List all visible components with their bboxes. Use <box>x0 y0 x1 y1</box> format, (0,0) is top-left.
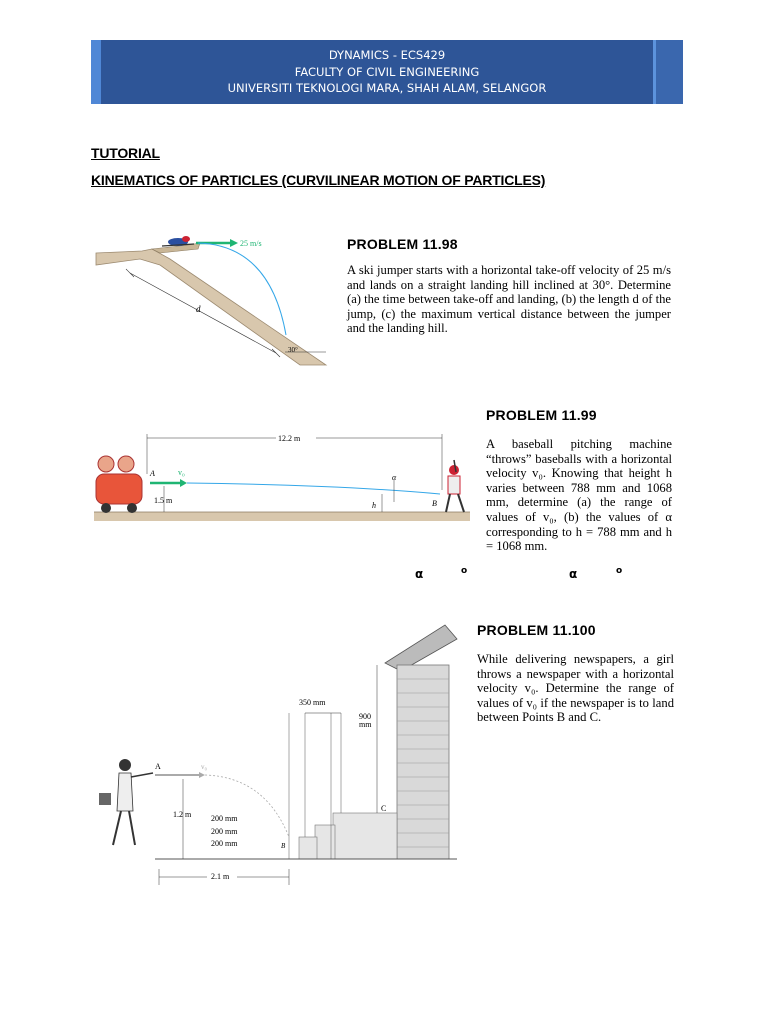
alpha-label: α <box>392 473 397 482</box>
degree-symbol-2: o <box>616 566 623 576</box>
velocity-arrow <box>150 479 187 487</box>
height-right-label-1: 900 <box>359 712 371 721</box>
university-name: UNIVERSITI TEKNOLOGI MARA, SHAH ALAM, SELANGOR <box>227 81 547 95</box>
distance-label: 2.1 m <box>211 872 230 881</box>
h-label: h <box>372 501 376 510</box>
step-label-1: 200 mm <box>211 814 238 823</box>
velocity-label: 25 m/s <box>240 239 262 248</box>
length-label: d <box>196 304 201 314</box>
point-b-label: B <box>432 499 437 508</box>
topic-heading: KINEMATICS OF PARTICLES (CURVILINEAR MOTION OF PARTICLES) <box>91 172 546 188</box>
width-label: 350 mm <box>299 698 326 707</box>
batter-figure <box>446 460 464 512</box>
pitching-machine <box>96 456 142 513</box>
ski-jumper-figure <box>162 236 194 246</box>
girl-figure <box>99 759 153 845</box>
velocity-label: v₀ <box>178 468 185 477</box>
angle-label: 30° <box>288 346 298 354</box>
header-banner <box>91 40 683 104</box>
problem-text-11-100: While delivering newspapers, a girl throws a newspaper with a horizontal velocity v₀. Determine the range of values of v₀ if the newspaper is to land between Points B and C. <box>477 652 674 725</box>
course-title: DYNAMICS - ECS429 <box>328 48 446 62</box>
problem-text-11-98: A ski jumper starts with a horizontal take-off velocity of 25 m/s and lands on a straight landing hill inclined at 30°. Determine (a) the time between take-off and landing, (b) the length d of the jump, (c) the maximum vertical distance between the jumper and the landing hill. <box>347 263 671 336</box>
figure-11-99 <box>92 430 472 530</box>
alpha-symbol-2: α <box>569 567 578 581</box>
velocity-label: v₀ <box>201 763 207 771</box>
problem-title-11-100: PROBLEM 11.100 <box>477 622 596 638</box>
throw-height-label: 1.2 m <box>173 810 192 819</box>
figure-11-100 <box>95 615 465 890</box>
height-right-label-2: mm <box>359 720 372 729</box>
figure-11-98 <box>90 225 340 370</box>
point-a-label: A <box>155 762 161 771</box>
step-label-3: 200 mm <box>211 839 238 848</box>
problem-title-11-99: PROBLEM 11.99 <box>486 407 597 423</box>
ground <box>94 512 470 521</box>
problem-title-11-98: PROBLEM 11.98 <box>347 236 458 252</box>
point-a-label: A <box>150 469 155 478</box>
height-label: 1.5 m <box>154 496 173 505</box>
faculty-name: FACULTY OF CIVIL ENGINEERING <box>294 64 480 79</box>
steps <box>299 813 397 859</box>
point-b-label: B <box>281 842 286 850</box>
step-label-2: 200 mm <box>211 827 238 836</box>
alpha-symbol-1: α <box>415 567 424 581</box>
point-c-label: C <box>381 804 387 813</box>
degree-symbol-1: o <box>461 566 468 576</box>
trajectory <box>187 483 440 494</box>
distance-label: 12.2 m <box>278 434 301 443</box>
velocity-arrow <box>155 772 205 778</box>
problem-text-11-99: A baseball pitching machine “throws” baseballs with a horizontal velocity v₀. Knowing that height h varies between 788 mm and 1068 mm, determine (a) the range of values of v₀, (b) the values of α corresponding to h = 788 mm and h = 1068 mm. <box>486 437 672 554</box>
tutorial-heading: TUTORIAL <box>91 145 160 161</box>
header-text <box>91 47 683 97</box>
